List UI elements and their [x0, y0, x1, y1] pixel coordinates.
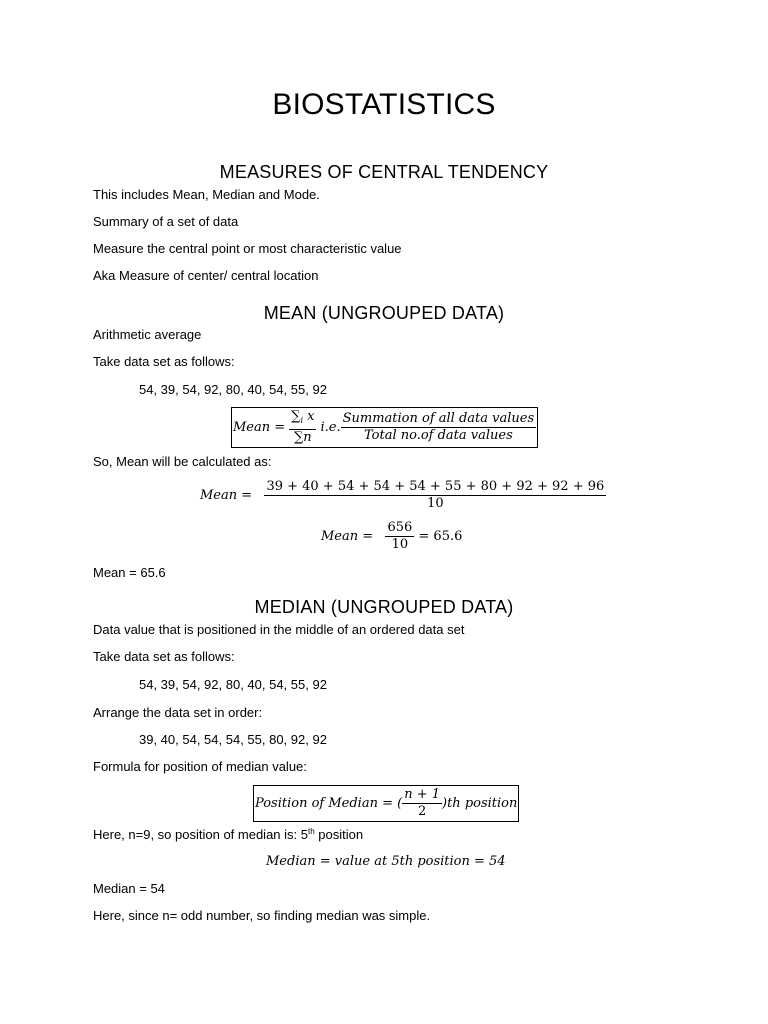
paragraph: Formula for position of median value: [93, 759, 307, 774]
median-note: Here, since n= odd number, so finding median was simple. [93, 908, 431, 923]
ie-label: i.e. [320, 420, 341, 435]
word-fraction: $\frac{\text{Summation of all data values}}{\text{Total no.of data values}}$ [342, 411, 535, 443]
document-title: BIOSTATISTICS [272, 88, 496, 121]
heading-mean: MEAN (UNGROUPED DATA) [263, 303, 505, 323]
paragraph: Take data set as follows: [93, 649, 235, 664]
mean-formula [231, 407, 538, 448]
median-ordered-dataset: 39, 40, 54, 54, 54, 55, 80, 92, 92 [139, 732, 327, 747]
paragraph: Data value that is positioned in the middle of an ordered data set [93, 622, 465, 637]
paragraph: This includes Mean, Median and Mode. [93, 187, 320, 202]
sum-fraction: $\frac{\sum_i x}{\sum n}$ [291, 409, 315, 445]
heading-median: MEDIAN (UNGROUPED DATA) [254, 597, 514, 617]
mean-result: Mean = 65.6 [93, 565, 166, 580]
paragraph: Take data set as follows: [93, 354, 235, 369]
median-dataset: 54, 39, 54, 92, 80, 40, 54, 55, 92 [139, 677, 327, 692]
heading-central-tendency: MEASURES OF CENTRAL TENDENCY [219, 162, 549, 182]
mean-calculation-2: Mean = $\frac{656}{10}$ = 65.6 [321, 520, 463, 552]
formula-lhs: Mean = [233, 420, 286, 435]
median-equation: Median = value at 5th position = 54 [266, 854, 506, 869]
paragraph: Summary of a set of data [93, 214, 239, 229]
median-result: Median = 54 [93, 881, 165, 896]
paragraph: Aka Measure of center/ central location [93, 268, 319, 283]
paragraph: Arithmetic average [93, 327, 202, 342]
paragraph: Arrange the data set in order: [93, 705, 263, 720]
median-position-formula: Position of Median = ( $\frac{n + 1}{2}$ )th position [253, 785, 519, 822]
mean-calculation-1: Mean = $\frac{39 + 40 + 54 + 54 + 54 + 55 + 80 + 92 + 92 + 96}{10}$ [200, 479, 605, 511]
mean-dataset: 54, 39, 54, 92, 80, 40, 54, 55, 92 [139, 382, 327, 397]
median-position-line: Here, n=9, so position of median is: 5th position [93, 827, 364, 842]
paragraph: So, Mean will be calculated as: [93, 454, 272, 469]
paragraph: Measure the central point or most characteristic value [93, 241, 402, 256]
